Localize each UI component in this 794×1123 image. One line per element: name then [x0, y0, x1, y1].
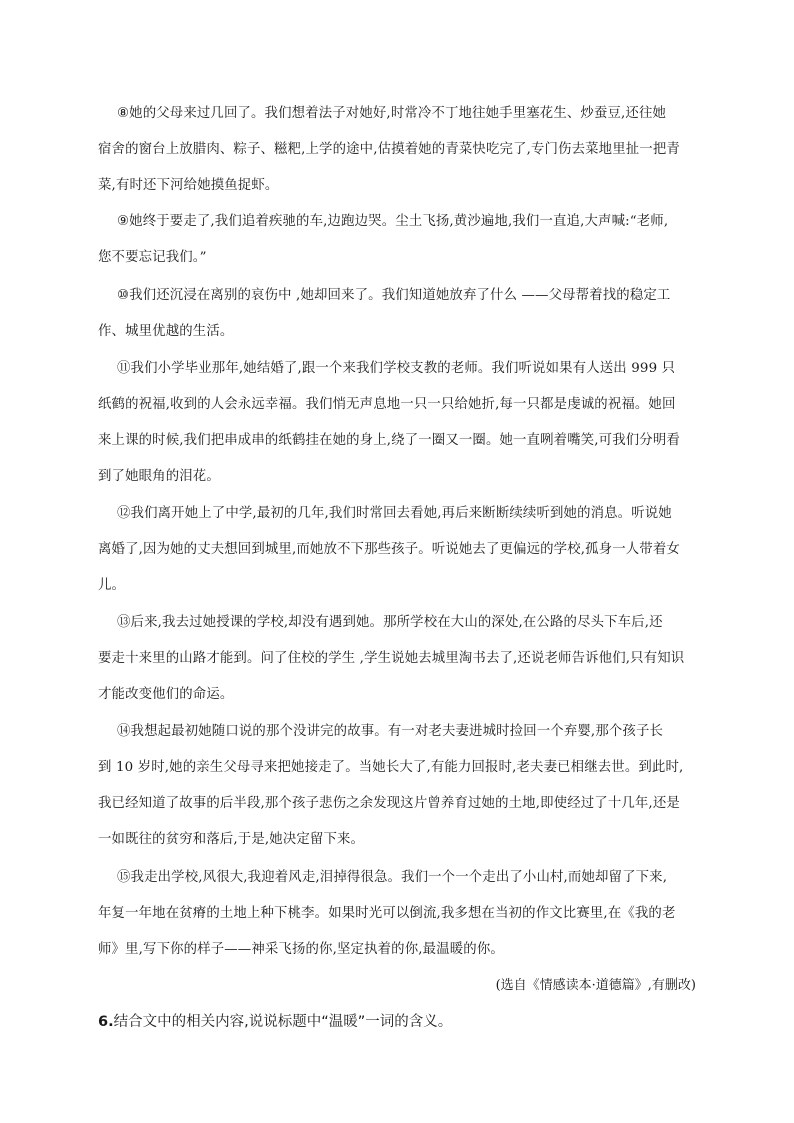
paragraph-8-line-3: 菜,有时还下河给她摸鱼捉虾。 [98, 178, 279, 193]
paragraph-14-line-1: ⑭我想起最初她随口说的那个没讲完的故事。有一对老夫妻进城时捡回一个弃婴,那个孩子长 [117, 724, 664, 739]
paragraph-15-line-2: 年复一年地在贫瘠的土地上种下桃李。如果时光可以倒流,我多想在当初的作文比赛里,在《我的老 [98, 906, 676, 921]
paragraph-12-number: ⑫ [117, 506, 131, 521]
paragraph-14-line-3: 我已经知道了故事的后半段,那个孩子悲伤之余发现这片曾养育过她的土地,即使经过了十几年,还是 [98, 796, 680, 811]
paragraph-11-line-3: 来上课的时候,我们把串成串的纸鹤挂在她的身上,绕了一圈又一圈。她一直咧着嘴笑,可我们分明看 [98, 433, 680, 448]
paragraph-8-line-2: 宿舍的窗台上放腊肉、粽子、糍粑,上学的途中,估摸着她的青菜快吃完了,专门伤去菜地里扯一把青 [98, 142, 680, 157]
paragraph-13-number: ⑬ [117, 615, 131, 630]
question-number: 6. [98, 1014, 114, 1030]
paragraph-10-line-1: ⑩我们还沉浸在离别的哀伤中 ,她却回来了。我们知道她放弃了什么 ——父母帮着找的稳定工 [117, 288, 671, 303]
paragraph-12-line-1: ⑫我们离开她上了中学,最初的几年,我们时常回去看她,再后来断断续续听到她的消息。听说她 [117, 506, 672, 521]
paragraph-15-line-3: 师》里,写下你的样子——神采飞扬的你,坚定执着的你,最温暖的你。 [98, 942, 504, 957]
paragraph-8-line-1: ⑧她的父母来过几回了。我们想着法子对她好,时常冷不丁地往她手里塞花生、炒蚕豆,还往她 [117, 106, 667, 121]
paragraph-8-number: ⑧ [117, 106, 130, 121]
paragraph-9-line-2: 您不要忘记我们。” [98, 250, 207, 265]
source-attribution: (选自《情感读本·道德篇》,有删改) [495, 978, 696, 993]
paragraph-10-number: ⑩ [117, 288, 130, 303]
paragraph-9-line-1: ⑨她终于要走了,我们追着疾驰的车,边跑边哭。尘土飞扬,黄沙遍地,我们一直追,大声喊:“老师, [117, 214, 669, 229]
paragraph-15-line-1: ⑮我走出学校,风很大,我迎着风走,泪掉得很急。我们一个一个走出了小山村,而她却留了下来, [117, 870, 668, 885]
paragraph-15-number: ⑮ [117, 870, 131, 885]
paragraph-11-number: ⑪ [117, 361, 131, 376]
paragraph-13-line-2: 要走十来里的山路才能到。问了住校的学生 ,学生说她去城里淘书去了,还说老师告诉他们,只有知识 [98, 651, 685, 666]
paragraph-10-line-2: 作、城里优越的生活。 [98, 324, 234, 339]
paragraph-14-number: ⑭ [117, 724, 131, 739]
paragraph-11-line-4: 到了她眼角的泪花。 [98, 469, 220, 484]
paragraph-12-line-3: 儿。 [98, 578, 126, 593]
paragraph-11-line-2: 纸鹤的祝福,收到的人会永远幸福。我们悄无声息地一只一只给她折,每一只都是虔诚的祝福。她回 [98, 397, 676, 412]
paragraph-9-number: ⑨ [117, 214, 130, 229]
paragraph-11-line-1: ⑪我们小学毕业那年,她结婚了,跟一个来我们学校支教的老师。我们听说如果有人送出 999 只 [117, 361, 676, 376]
question-text: 结合文中的相关内容,说说标题中“温暖”一词的含义。 [113, 1014, 453, 1030]
question-6 [98, 1011, 452, 1033]
paragraph-14-line-2: 到 10 岁时,她的亲生父母寻来把她接走了。当她长大了,有能力回报时,老夫妻已相继去世。到此时, [98, 760, 684, 775]
paragraph-12-line-2: 离婚了,因为她的丈夫想回到城里,而她放不下那些孩子。听说她去了更偏远的学校,孤身一人带着女 [98, 542, 680, 557]
paragraph-13-line-1: ⑬后来,我去过她授课的学校,却没有遇到她。那所学校在大山的深处,在公路的尽头下车后,还 [117, 615, 663, 630]
paragraph-13-line-3: 才能改变他们的命运。 [98, 687, 234, 702]
paragraph-14-line-4: 一如既往的贫穷和落后,于是,她决定留下来。 [98, 832, 365, 847]
